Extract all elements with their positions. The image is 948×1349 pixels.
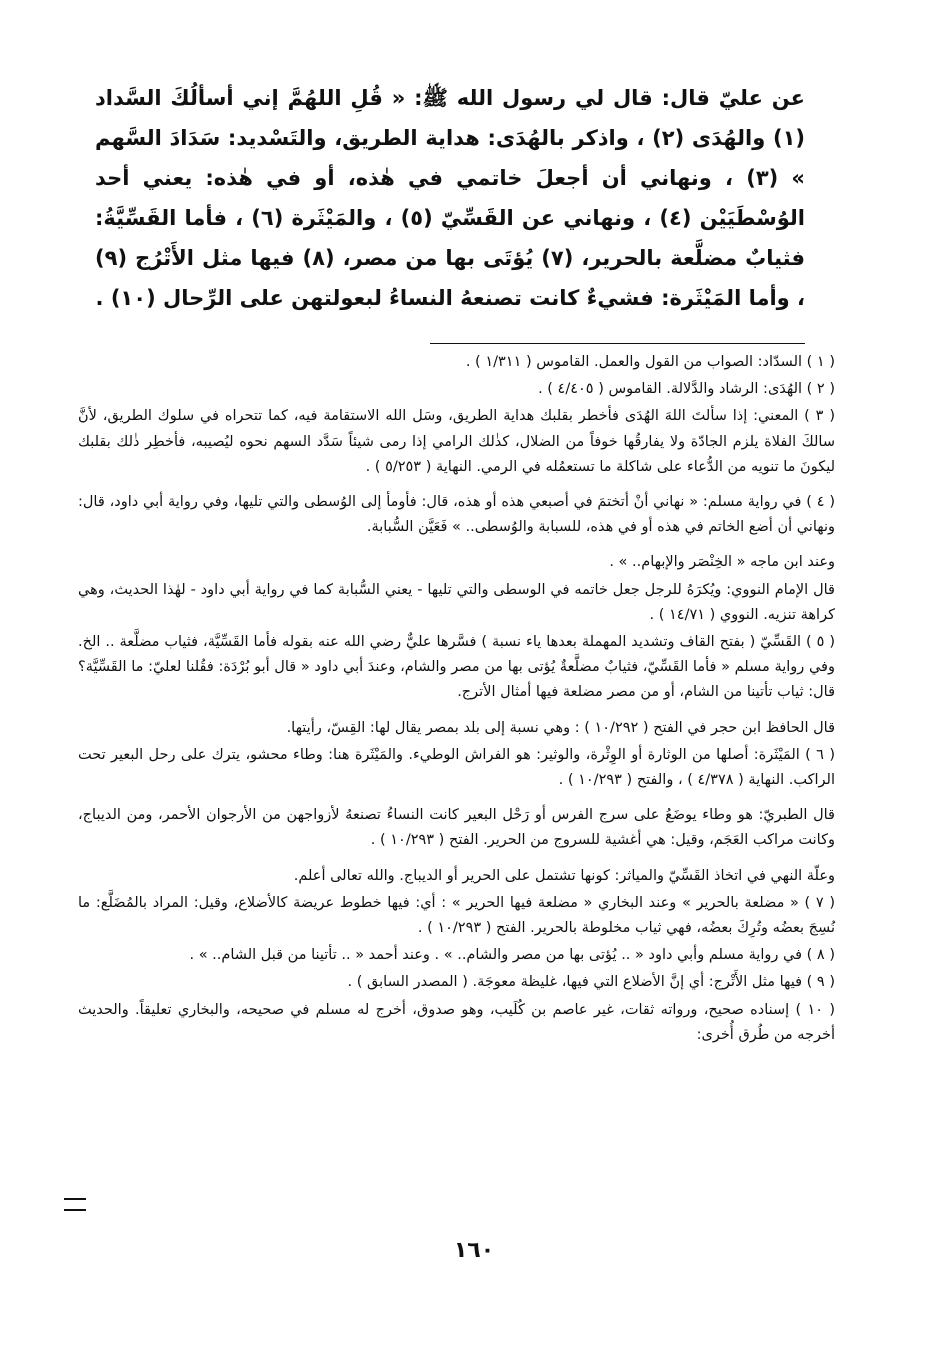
- footnote-8: ( ٨ ) في رواية مسلم وأبي داود « .. يُؤتى بها من مصر والشام.. » . وعند أحمد « .. تأتينا من قبل الشام.. » .: [189, 947, 835, 964]
- footnote-4-nawawi: قال الإمام النووي: ويُكرَهُ للرجل جعل خاتمه في الوسطى والتي تليها - يعني السُّبابة كما في رواية أبي داود - لهٰذا الحديث، وهي كراهة تنزيه. النووي ( ١٤/٧١ ) .: [78, 581, 835, 623]
- footnote-2: ( ٢ ) الهُدَى: الرشاد والدَّلالة. القاموس ( ٤/٤٠٥ ) .: [538, 381, 835, 398]
- footnote-6-reason: وعلّة النهي في اتخاذ القَسِّيّ والمياثر: كونها تشتمل على الحرير أو الديباج. والله تعالى أعلم.: [293, 867, 835, 884]
- footnote-6: ( ٦ ) المَيْثَرة: أصلها من الوثارة أو الوِثْرة، والوثير: هو الفراش الوطيء. والمَيْثَرة هنا: وطاء محشو، يترك على رحل البعير تحت الراكب. النهاية ( ٤/٣٧٨ ) ، والفتح ( ١٠/٢٩٣ ) .: [78, 746, 835, 789]
- footnote-5-ibn-hajar: قال الحافظ ابن حجر في الفتح ( ١٠/٢٩٢ ) : وهي نسبة إلى بلد بمصر يقال لها: القِسّ، رأيتها.: [286, 719, 835, 736]
- footnote-9: ( ٩ ) فيها مثل الأَتْرج: أي إنَّ الأضلاع التي فيها، غليظة معوجَة. ( المصدر السابق ) .: [347, 974, 835, 991]
- hadith-text: [95, 78, 805, 318]
- page-number: ١٦٠: [453, 1238, 495, 1263]
- footnote-4-ibn-majah: وعند ابن ماجه « الخِنْصَر والإبهام.. » .: [609, 554, 835, 571]
- continuation-mark: [64, 1198, 86, 1211]
- footnote-5: ( ٥ ) القَسِّيّ ( بفتح القاف وتشديد المهملة بعدها ياء نسبة ) فسَّرها عليٌّ رضي الله عنه بقوله فأما القَسِّيَّة، فثياب مضلَّعة .. الخ. وفي رواية مسلم « فأما القَسِّيّ، فثيابٌ مضلَّعةٌ يُؤتى بها من مصر والشام، وعندَ أبي داود « قال أبو بُرْدَة: فقُلنا لعليّ: ما القَسِّيَّة؟ قال: ثياب تأتينا من الشام، أو من مصر مضلعة فيها أمثال الأترج.: [78, 634, 835, 701]
- footnote-7: ( ٧ ) « مضلعة بالحرير » وعند البخاري « مضلعة فيها الحرير » : أي: فيها خطوط عريضة كالأضلاع، وقيل: المراد بالمُضَلَّع: ما نُسِجَ بعضُه وتُرِكَ بعضُه، فهي ثياب مخلوطة بالحرير. الفتح ( ١٠/٢٩٣ ) .: [78, 894, 835, 937]
- footnote-3: ( ٣ ) المعني: إذا سألتَ اللهَ الهُدَى فأخطر بقلبك هداية الطريق، وسَل الله الاستقامة فيه، كما تتحراه في سلوك الطريق، لأنَّ سالكَ الفلاة يلزم الجادّة ولا يفارقُها خوفاً من الضلال، كذٰلك الرامي إذا رمى شيئاً سَدَّد السهم نحوه ليُصيبه، فأخطِر ذٰلك بقلبك ليكونَ ما تنويه من الدُّعاء على شاكلة ما تستعمُله في الرمي. النهاية ( ٥/٢٥٣ ) .: [78, 408, 835, 475]
- footnote-6-tabari: قال الطبريّ: هو وطاء يوضَعُ على سرج الفرس أو رَحْل البعير كانت النساءُ تصنعهُ لأزواجهن من الأرجوان الأحمر، ومن الديباج، وكانت مراكب العَجَم، وقيل: هي أغشية للسروج من الحرير. الفتح ( ١٠/٢٩٣ ) .: [78, 807, 835, 849]
- footnote-divider: [430, 343, 805, 344]
- footnote-4: ( ٤ ) في رواية مسلم: « نهاني أنْ أتختمَ في أصبعي هذه أو هذه، قال: فأومأ إلى الوُسطى والتي تليها، وفي رواية أبي داود، قال: ونهاني أن أضع الخاتم في هذه أو في هذه، للسبابة والوُسطى.. » فَعَيَّن السُّبابة.: [78, 494, 835, 536]
- footnotes: [78, 350, 835, 1050]
- hadith-paragraph: عن عليّ قال: قال لي رسول الله ﷺ: « قُلِ اللهُمَّ إني أسألُكَ السَّداد (١) والهُدَى (٢) ، واذكر بالهُدَى: هداية الطريق، والتَسْديد: سَدَادَ السَّهم » (٣) ، ونهاني أن أجعلَ خاتمي في هٰذه، أو في هٰذه: يعني أحد الوُسْطَيَيْن (٤) ، ونهاني عن القَسِّيّ (٥) ، والمَيْثَرة (٦) ، فأما القَسِّيَّةُ: فثيابٌ مضلَّعة بالحرير، (٧) يُؤتَى بها من مصر، (٨) فيها مثل الأَتْرُج (٩) ، وأما المَيْثَرة: فشيءٌ كانت تصنعهُ النساءُ لبعولتهن على الرِّحال (١٠) .: [95, 86, 806, 310]
- footnote-10: ( ١٠ ) إسناده صحيح، ورواته ثقات، غير عاصم بن كُلَيب، وهو صدوق، أخرج له مسلم في صحيحه، والبخاري تعليقاً. والحديث أخرجه من طُرق أُخرى:: [78, 1001, 835, 1043]
- footnote-1: ( ١ ) السدّاد: الصواب من القول والعمل. القاموس ( ١/٣١١ ) .: [465, 354, 835, 370]
